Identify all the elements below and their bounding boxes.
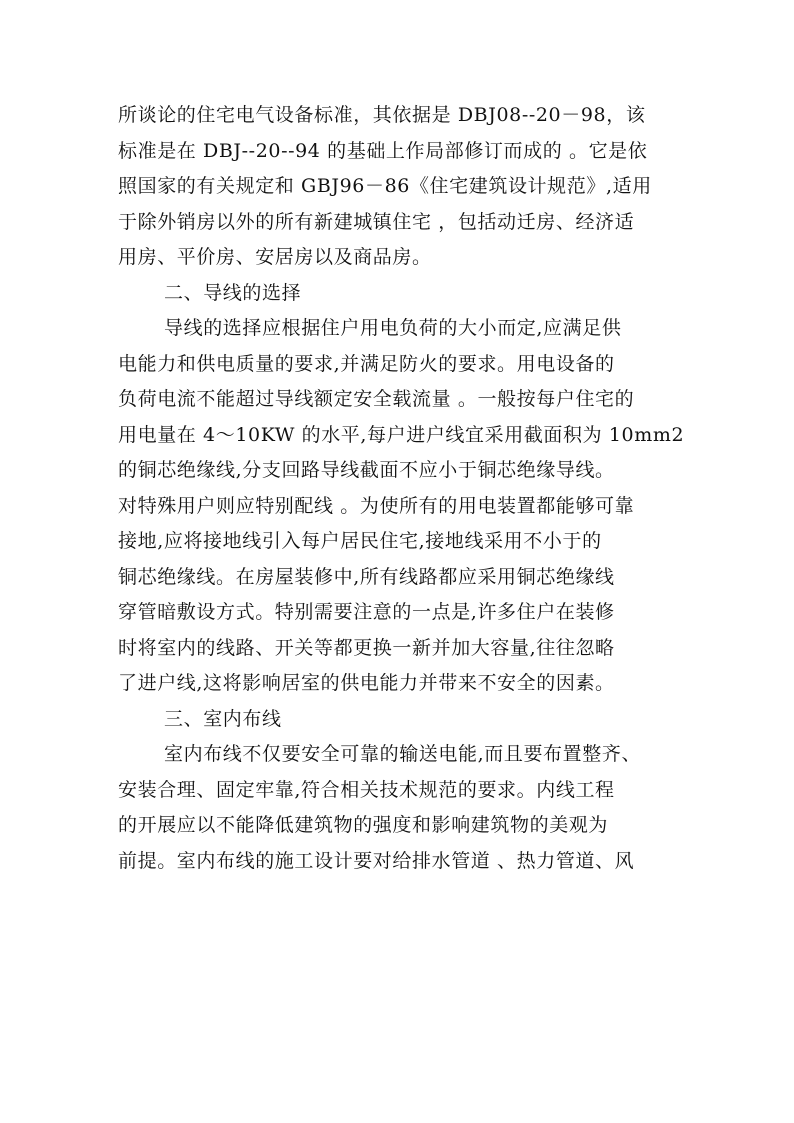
paragraph-line: 的铜芯绝缘线,分支回路导线截面不应小于铜芯绝缘导线。	[118, 459, 615, 481]
section-heading-indoor-wiring: 三、室内布线	[164, 707, 282, 730]
paragraph-line: 安装合理、固定牢靠,符合相关技术规范的要求。内线工程	[118, 778, 615, 801]
paragraph-line: 的开展应以不能降低建筑物的强度和影响建筑物的美观为	[118, 814, 609, 836]
paragraph-line: 穿管暗敷设方式。特别需要注意的一点是,许多住户在装修	[118, 601, 615, 623]
paragraph-line: 所谈论的住宅电气设备标准，其依据是 DBJ08--20－98，该	[118, 104, 646, 126]
paragraph-line: 时将室内的线路、开关等都更换一新并加大容量,往往忽略	[118, 636, 615, 659]
paragraph-line: 标准是在 DBJ--20--94 的基础上作局部修订而成的 。它是依	[118, 139, 648, 162]
paragraph-line: 导线的选择应根据住户用电负荷的大小而定,应满足供	[164, 317, 622, 339]
document-body	[118, 98, 685, 879]
paragraph-line: 室内布线不仅要安全可靠的输送电能,而且要布置整齐、	[164, 743, 642, 765]
paragraph-line: 对特殊用户则应特别配线 。为使所有的用电装置都能够可靠	[118, 494, 635, 517]
paragraph-line: 电能力和供电质量的要求,并满足防火的要求。用电设备的	[118, 352, 615, 375]
paragraph-line: 用房、平价房、安居房以及商品房。	[118, 246, 432, 268]
paragraph-line: 用电量在 4～10KW 的水平,每户进户线宜采用截面积为 10mm2	[118, 423, 685, 446]
section-heading-wire-selection: 二、导线的选择	[164, 281, 302, 304]
paragraph-line: 于除外销房以外的所有新建城镇住宅 ，包括动迁房、经济适	[118, 210, 635, 233]
paragraph-line: 照国家的有关规定和 GBJ96－86《住宅建筑设计规范》,适用	[118, 175, 652, 197]
paragraph-line: 接地,应将接地线引入每户居民住宅,接地线采用不小于的	[118, 530, 602, 552]
paragraph-line: 了进户线,这将影响居室的供电能力并带来不安全的因素。	[118, 672, 615, 694]
paragraph-line: 前提。室内布线的施工设计要对给排水管道 、热力管道、风	[118, 849, 635, 872]
paragraph-line: 负荷电流不能超过导线额定安全载流量 。一般按每户住宅的	[118, 388, 635, 410]
paragraph-line: 铜芯绝缘线。在房屋装修中,所有线路都应采用铜芯绝缘线	[118, 565, 615, 588]
